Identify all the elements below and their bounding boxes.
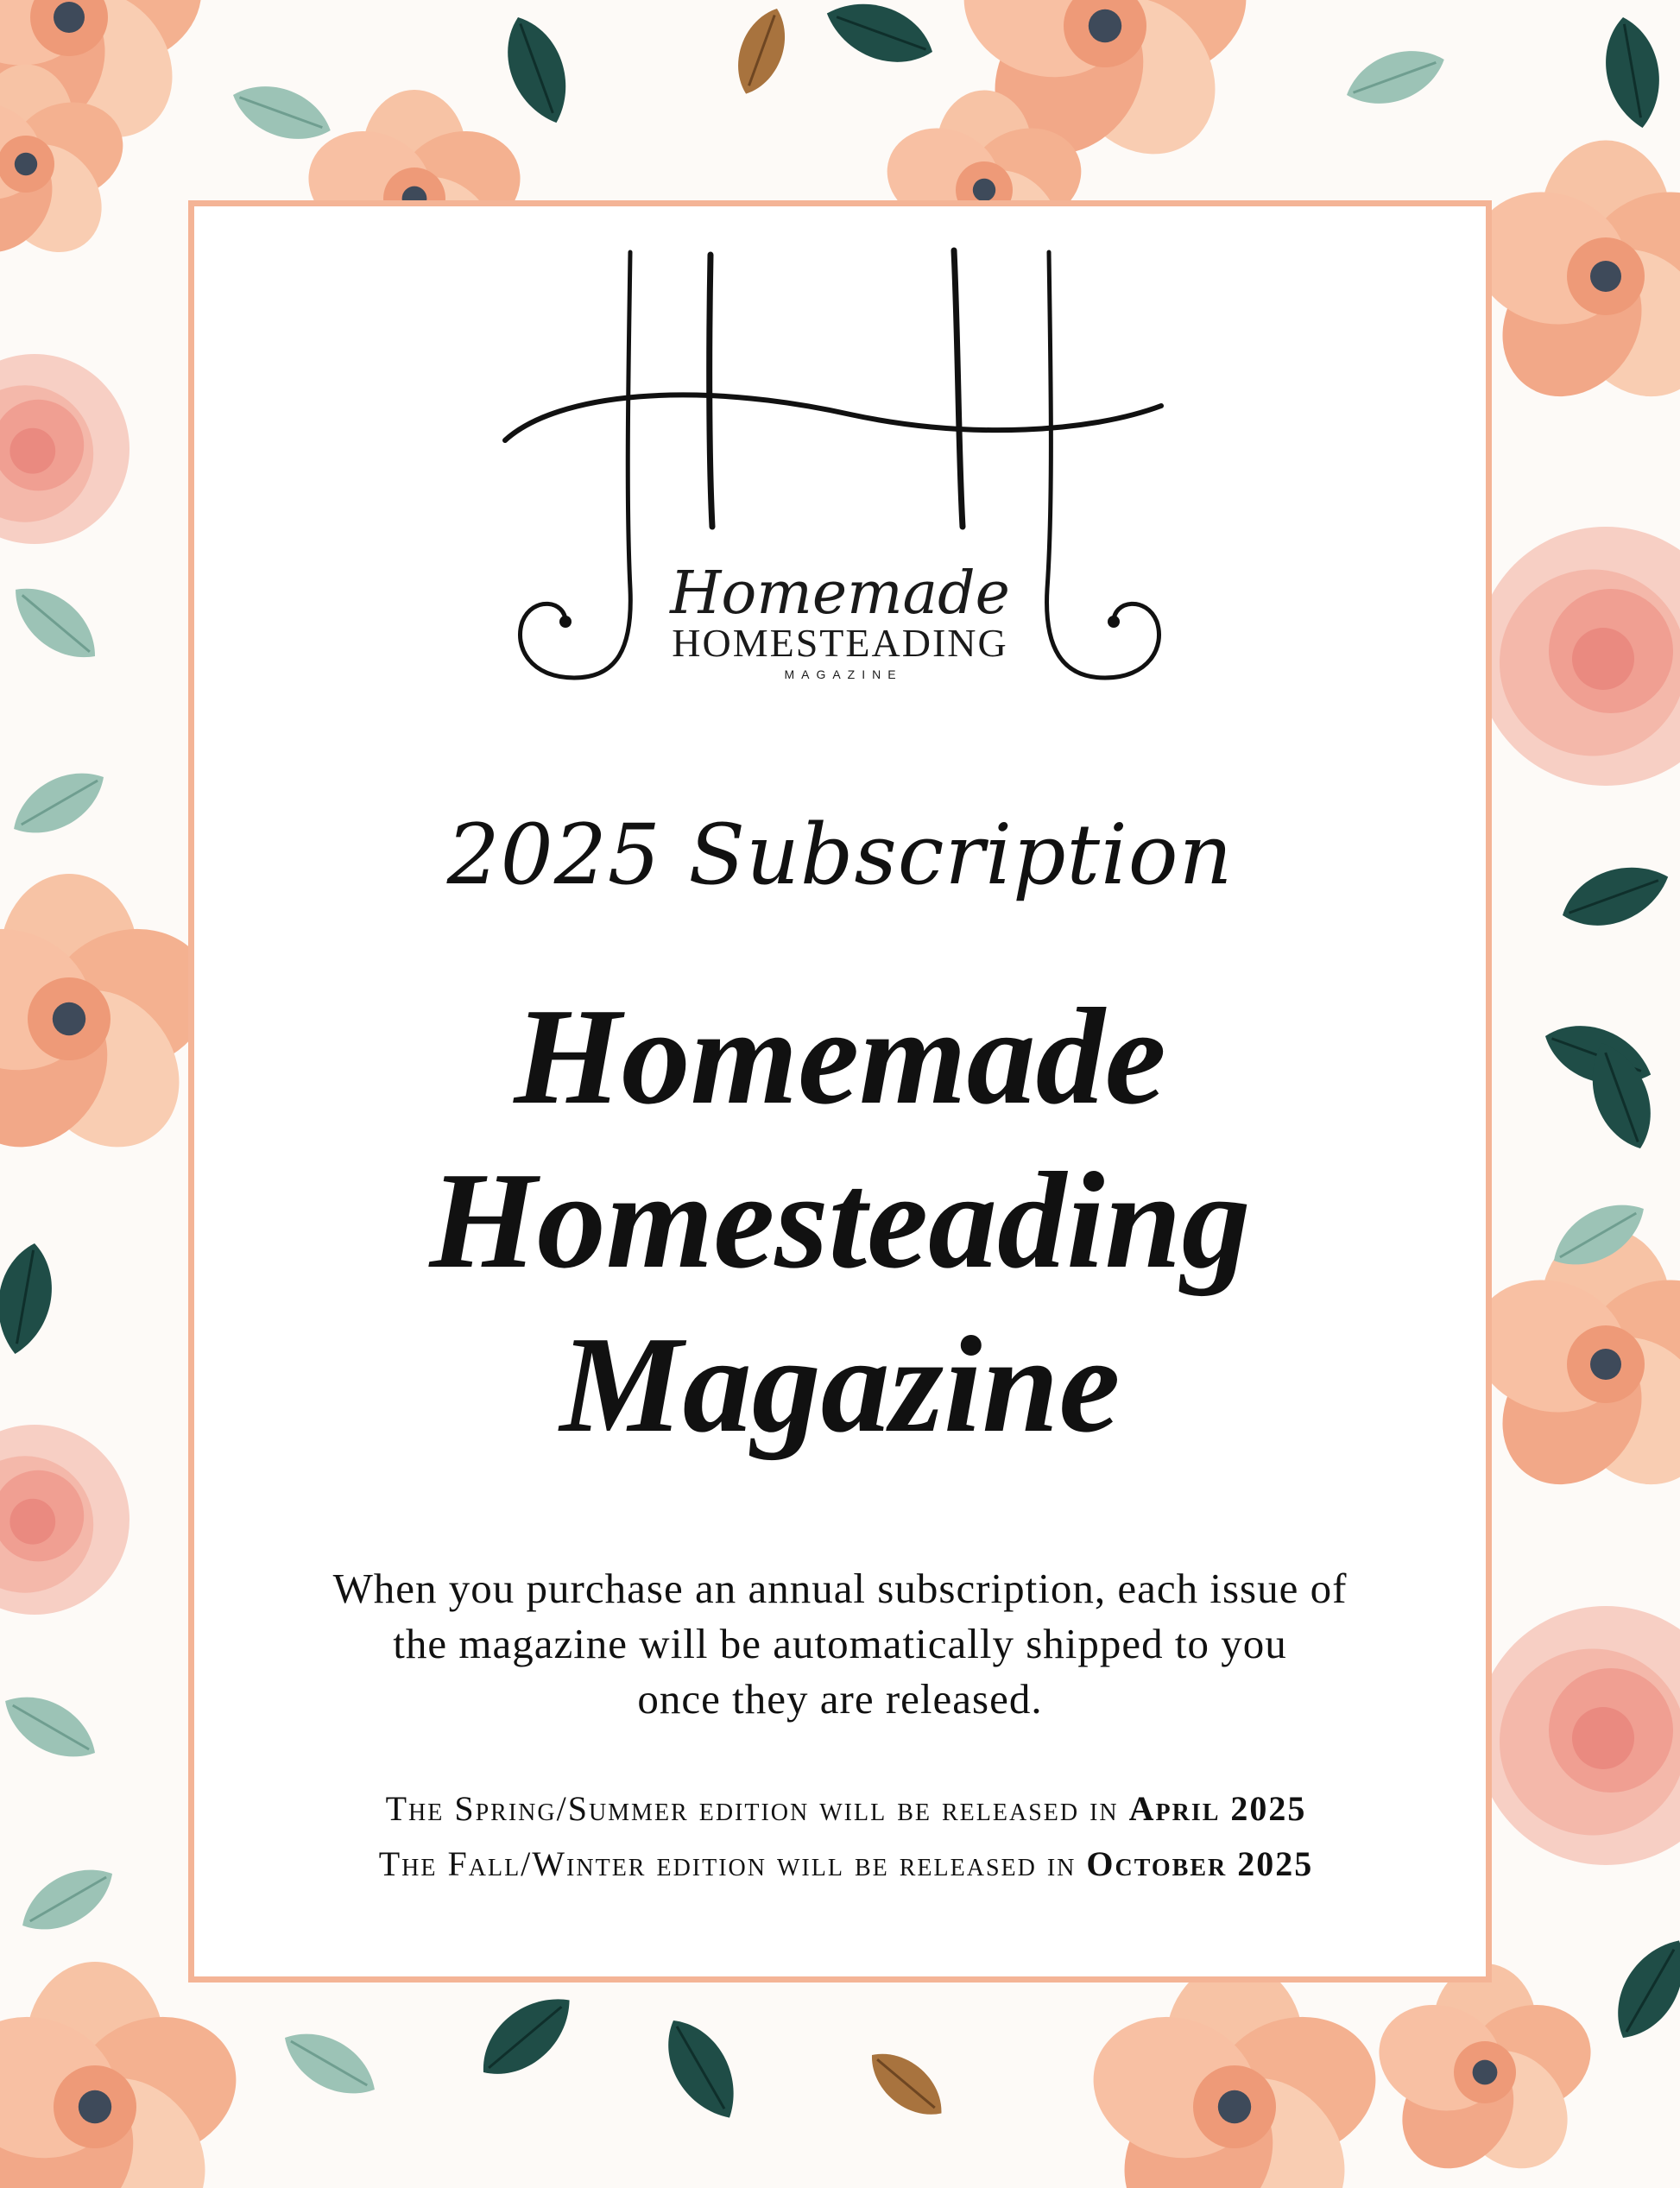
logo-stroke-right <box>1047 252 1159 678</box>
release-prefix: The Spring/Summer edition will be released in <box>385 1789 1119 1828</box>
release-line-fall <box>233 1837 1459 1892</box>
logo-script-word: Homemade <box>670 560 1010 628</box>
logo-stroke-mid2 <box>954 250 963 527</box>
release-date: October 2025 <box>1086 1844 1314 1883</box>
title-line-3: Magazine <box>559 1307 1121 1461</box>
release-line-spring <box>233 1781 1459 1837</box>
logo-crossbar <box>505 395 1161 440</box>
description-line-3: once they are released. <box>637 1675 1043 1723</box>
release-date: April 2025 <box>1128 1789 1307 1828</box>
release-schedule <box>233 1781 1459 1892</box>
logo-small-word: MAGAZINE <box>784 667 903 681</box>
logo-stroke-left <box>521 252 631 678</box>
release-prefix: The Fall/Winter edition will be released in <box>378 1844 1077 1883</box>
logo-caps-word: HOMESTEADING <box>672 621 1008 665</box>
description-line-1: When you purchase an annual subscription, each issue of <box>332 1565 1348 1612</box>
subscription-heading: 2025 Subscription <box>446 806 1234 903</box>
magazine-logo <box>488 242 1178 699</box>
subscription-description <box>188 1561 1492 1727</box>
magazine-title <box>188 974 1492 1466</box>
logo-stroke-mid <box>710 255 712 527</box>
title-line-2: Homesteading <box>429 1143 1251 1297</box>
title-line-1: Homemade <box>514 979 1166 1133</box>
description-line-2: the magazine will be automatically shipped to you <box>393 1620 1287 1667</box>
